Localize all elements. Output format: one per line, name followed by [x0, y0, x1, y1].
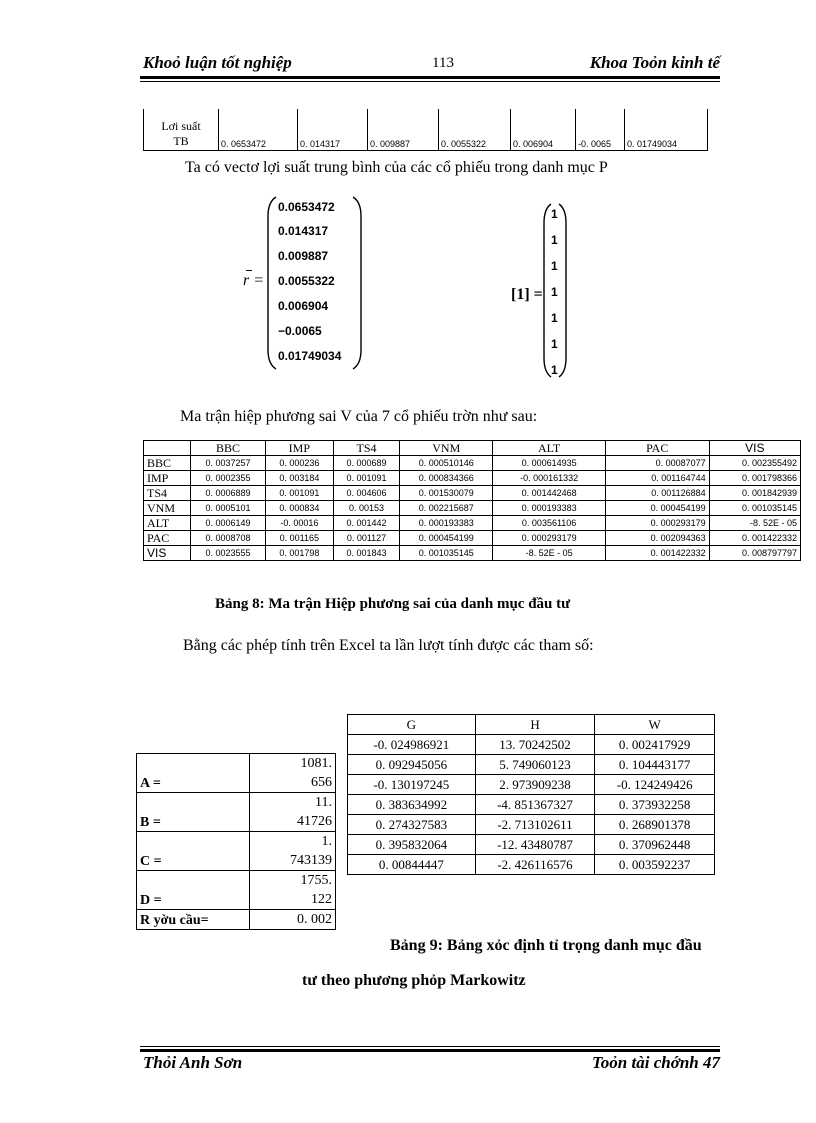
yield-cell: 0. 0055322	[439, 109, 511, 151]
yield-row-table	[143, 109, 708, 151]
table-row	[137, 832, 336, 871]
table-row	[144, 531, 801, 546]
table-cell: 0. 104443177	[595, 755, 715, 775]
table-cell: 0. 003184	[265, 471, 333, 486]
table-cell: 0. 370962448	[595, 835, 715, 855]
column-header: ALT	[493, 441, 605, 456]
yield-cell: 0. 0653472	[219, 109, 298, 151]
table-cell: 0. 00844447	[348, 855, 476, 875]
param-value-line2: 41726	[297, 814, 332, 829]
r-entry: 0.014317	[278, 224, 329, 238]
row-label: BBC	[144, 456, 191, 471]
table-row	[348, 855, 715, 875]
table-cell: 0. 001843	[333, 546, 399, 561]
ones-entry: 1	[551, 259, 558, 273]
table-cell: 0. 001165	[265, 531, 333, 546]
table-cell: -12. 43480787	[475, 835, 595, 855]
table-row	[144, 516, 801, 531]
table-cell: 0. 000689	[333, 456, 399, 471]
r-entry: 0.009887	[278, 249, 329, 263]
header-right-title: Khoa Toỏn kinh tế	[589, 53, 720, 72]
table-row	[144, 546, 801, 561]
table-cell: -2. 426116576	[475, 855, 595, 875]
table-cell: 0. 0006889	[191, 486, 266, 501]
param-value	[250, 754, 336, 793]
table-cell: 0. 001035145	[709, 501, 800, 516]
table-cell: 0. 001422332	[709, 531, 800, 546]
ones-entry: 1	[551, 363, 558, 377]
table-row	[137, 910, 336, 930]
table8-caption: Bảng 8: Ma trận Hiệp phương sai của danh mục đầu tư	[215, 596, 571, 612]
table-cell: 0. 001035145	[400, 546, 493, 561]
column-header: IMP	[265, 441, 333, 456]
param-value-line2: 743139	[290, 853, 332, 868]
table-cell: 0. 001126884	[605, 486, 709, 501]
row-label: ALT	[144, 516, 191, 531]
ones-vector	[551, 205, 561, 375]
footer-author: Thỏi Anh Sơn	[143, 1053, 243, 1072]
table9-caption-line2: tư theo phương phỏp Markowitz	[302, 972, 526, 989]
table-row	[144, 471, 801, 486]
r-vector-label	[243, 272, 264, 290]
table-cell: 0. 000834	[265, 501, 333, 516]
table-cell: 0. 001842939	[709, 486, 800, 501]
table-cell: 0. 395832064	[348, 835, 476, 855]
yield-label-line1: Lơi suất	[161, 119, 201, 133]
table-cell: 0. 00087077	[605, 456, 709, 471]
param-value-line1: 1081.	[300, 756, 332, 771]
header-rule-thick	[140, 76, 720, 79]
cov-intro-text: Ma trận hiệp phương sai V của 7 cổ phiếu trờn như sau:	[180, 408, 538, 425]
table-cell: 0. 00153	[333, 501, 399, 516]
table-row	[348, 835, 715, 855]
yield-label	[144, 109, 219, 151]
param-value-line2: 0. 002	[297, 912, 332, 927]
column-header: VIS	[709, 441, 800, 456]
table-cell: 0. 004606	[333, 486, 399, 501]
table-cell: 0. 002355492	[709, 456, 800, 471]
ghw-table	[347, 714, 715, 875]
row-label: VNM	[144, 501, 191, 516]
table-cell: 0. 001442	[333, 516, 399, 531]
table-cell: 0. 008797797	[709, 546, 800, 561]
param-value	[250, 871, 336, 910]
yield-cell: 0. 009887	[368, 109, 439, 151]
r-entry: 0.006904	[278, 299, 329, 313]
table-cell: -8. 52E - 05	[709, 516, 800, 531]
table-cell: 0. 000614935	[493, 456, 605, 471]
param-label: R yờu cầu=	[137, 910, 250, 930]
param-value	[250, 793, 336, 832]
row-label: TS4	[144, 486, 191, 501]
r-entry: 0.0055322	[278, 274, 335, 288]
column-header: H	[475, 715, 595, 735]
table-cell: 0. 000293179	[605, 516, 709, 531]
ones-entry: 1	[551, 207, 558, 221]
table-cell: -0. 00016	[265, 516, 333, 531]
table-cell: 0. 000510146	[400, 456, 493, 471]
table-cell: 0. 002215687	[400, 501, 493, 516]
table-cell: 0. 373932258	[595, 795, 715, 815]
ones-vector-label: [1] =	[511, 286, 543, 303]
param-value-line2: 656	[311, 775, 332, 790]
column-header: PAC	[605, 441, 709, 456]
column-header: G	[348, 715, 476, 735]
table-cell: 0. 001798	[265, 546, 333, 561]
ones-entry: 1	[551, 311, 558, 325]
row-label: VIS	[144, 546, 191, 561]
param-label: C =	[137, 832, 250, 871]
table-cell: -2. 713102611	[475, 815, 595, 835]
param-label: B =	[137, 793, 250, 832]
table-cell: 0. 001127	[333, 531, 399, 546]
yield-cell: 0. 014317	[298, 109, 368, 151]
table-cell: 0. 001164744	[605, 471, 709, 486]
param-label: D =	[137, 871, 250, 910]
table-row	[348, 735, 715, 755]
table-cell: 0. 0002355	[191, 471, 266, 486]
table-cell: 0. 000193383	[400, 516, 493, 531]
yield-cell: 0. 01749034	[625, 109, 708, 151]
yield-label-line2: TB	[173, 134, 189, 148]
param-value-line1: 1755.	[300, 873, 332, 888]
yield-cell: -0. 0065	[576, 109, 625, 151]
table-cell: 0. 268901378	[595, 815, 715, 835]
r-vector	[278, 198, 358, 368]
parameters-table	[136, 753, 336, 930]
ones-entry: 1	[551, 337, 558, 351]
table-cell: -8. 52E - 05	[493, 546, 605, 561]
ones-entry: 1	[551, 233, 558, 247]
table-row	[137, 754, 336, 793]
table-cell: 0. 0023555	[191, 546, 266, 561]
table-cell: 5. 749060123	[475, 755, 595, 775]
table-cell: 0. 0008708	[191, 531, 266, 546]
table-cell: 0. 274327583	[348, 815, 476, 835]
table-cell: 0. 003561106	[493, 516, 605, 531]
table-cell: 0. 0037257	[191, 456, 266, 471]
table-cell: -4. 851367327	[475, 795, 595, 815]
param-label: A =	[137, 754, 250, 793]
page-number: 113	[432, 55, 454, 71]
table-cell: 0. 001422332	[605, 546, 709, 561]
table-header-row	[144, 441, 801, 456]
column-header: TS4	[333, 441, 399, 456]
table-row	[137, 793, 336, 832]
table-row	[348, 775, 715, 795]
table-cell: 0. 001442468	[493, 486, 605, 501]
param-value-line1: 1.	[321, 834, 332, 849]
footer-class: Toỏn tài chớnh 47	[591, 1053, 720, 1072]
header-left-title: Khoỏ luận tốt nghiệp	[143, 53, 292, 72]
intro-text: Ta có vectơ lợi suất trung bình của các cổ phiếu trong danh mục P	[185, 159, 608, 176]
yield-cell: 0. 006904	[511, 109, 576, 151]
table-cell: 0. 001091	[333, 471, 399, 486]
table-cell: 0. 000193383	[493, 501, 605, 516]
table-cell: 0. 003592237	[595, 855, 715, 875]
table-cell: -0. 000161332	[493, 471, 605, 486]
table-cell: 0. 000236	[265, 456, 333, 471]
table-cell: 0. 000454199	[605, 501, 709, 516]
table-cell: 13. 70242502	[475, 735, 595, 755]
r-entry: 0.0653472	[278, 200, 335, 214]
param-value-line1: 11.	[315, 795, 332, 810]
table-cell: 0. 002417929	[595, 735, 715, 755]
column-header: W	[595, 715, 715, 735]
header-rule-thin	[140, 81, 720, 82]
table-cell: -0. 024986921	[348, 735, 476, 755]
table-row	[144, 456, 801, 471]
footer-rule-thick	[140, 1049, 720, 1052]
r-vector-label-text: r =	[243, 272, 265, 289]
table-cell: 0. 0006149	[191, 516, 266, 531]
r-bar-accent	[246, 270, 252, 271]
table-cell: -0. 124249426	[595, 775, 715, 795]
covariance-table	[143, 440, 801, 561]
param-value	[250, 910, 336, 930]
table9-caption-line1: Bảng 9: Bảng xỏc định tỉ trọng danh mục đầu	[390, 937, 702, 954]
table-cell: 0. 001530079	[400, 486, 493, 501]
table-cell: 0. 092945056	[348, 755, 476, 775]
r-entry: 0.01749034	[278, 349, 342, 363]
table-row	[137, 871, 336, 910]
table-cell: 2. 973909238	[475, 775, 595, 795]
table-cell: 0. 002094363	[605, 531, 709, 546]
table-cell: 0. 000293179	[493, 531, 605, 546]
table-cell: 0. 001091	[265, 486, 333, 501]
table-row	[144, 486, 801, 501]
calc-text: Bằng các phép tính trên Excel ta lần lượt tính được các tham số:	[183, 637, 594, 654]
table-row	[144, 109, 708, 151]
r-entry: −0.0065	[278, 324, 322, 338]
table-cell: -0. 130197245	[348, 775, 476, 795]
column-header: BBC	[191, 441, 266, 456]
ones-entry: 1	[551, 285, 558, 299]
row-label: IMP	[144, 471, 191, 486]
table-header-row	[348, 715, 715, 735]
table-row	[348, 815, 715, 835]
r-left-paren	[267, 196, 277, 370]
param-value-line2: 122	[311, 892, 332, 907]
table-cell: 0. 000454199	[400, 531, 493, 546]
column-header: VNM	[400, 441, 493, 456]
column-header	[144, 441, 191, 456]
table-cell: 0. 383634992	[348, 795, 476, 815]
table-cell: 0. 0005101	[191, 501, 266, 516]
table-row	[348, 755, 715, 775]
param-value	[250, 832, 336, 871]
table-row	[144, 501, 801, 516]
table-row	[348, 795, 715, 815]
table-cell: 0. 000834366	[400, 471, 493, 486]
table-cell: 0. 001798366	[709, 471, 800, 486]
footer-rule-thin	[140, 1046, 720, 1047]
row-label: PAC	[144, 531, 191, 546]
